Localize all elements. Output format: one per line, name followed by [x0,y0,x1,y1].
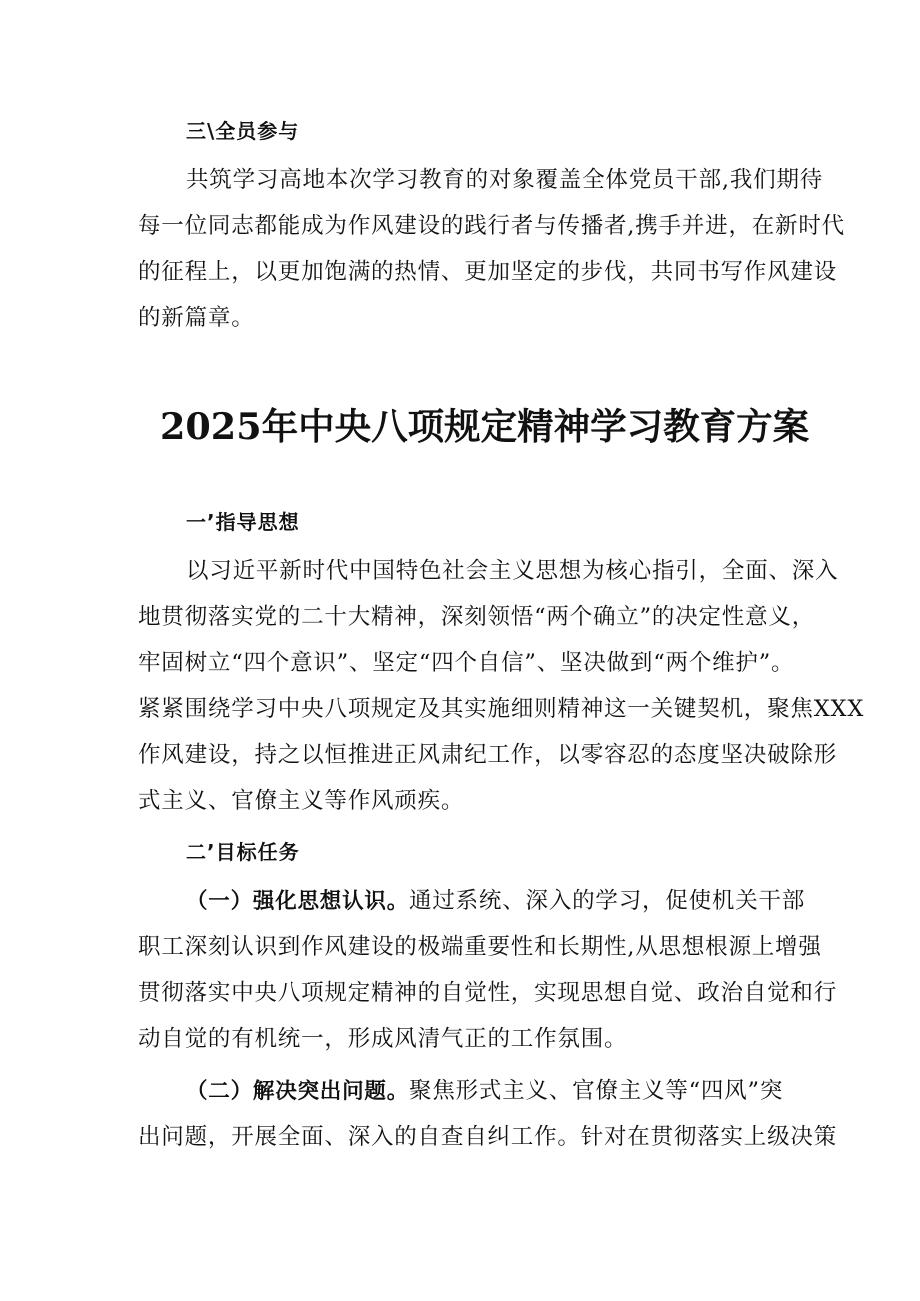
item-one-line: 职工深刻认识到作风建设的极端重要性和长期性,从思想根源上增强 [138,934,822,960]
section-three-line: 共筑学习高地本次学习教育的对象覆盖全体党员干部,我们期待 [186,167,824,193]
section-three-line: 的新篇章。 [138,305,255,331]
section-three-line: 的征程上，以更加饱满的热情、更加坚定的步伐，共同书写作风建设 [138,259,838,285]
item-one-line: 贯彻落实中央八项规定精神的自觉性，实现思想自觉、政治自觉和行 [138,980,838,1006]
section-two-heading: 二’目标任务 [186,840,300,864]
document-title: 2025年中央八项规定精神学习教育方案 [160,405,810,448]
section-one-line: 以习近平新时代中国特色社会主义思想为核心指引，全面、深入 [186,558,839,584]
item-one-label: （一）强化思想认识。 [186,889,410,914]
section-three-line: 每一位同志都能成为作风建设的践行者与传播者,携手并进，在新时代 [138,213,845,239]
section-one-line: 式主义、官僚主义等作风顽疾。 [138,788,465,814]
item-one-first-line-text: 通过系统、深入的学习，促使机关干部 [409,888,806,914]
item-one-first-line [186,886,805,917]
section-one-line: 地贯彻落实党的二十大精神，深刻领悟“两个确立”的决定性意义， [138,604,816,630]
item-two-line: 出问题，开展全面、深入的自查自纠工作。针对在贯彻落实上级决策 [138,1124,838,1150]
section-one-line: 作风建设，持之以恒推进正风肃纪工作，以零容忍的态度坚决破除形 [138,742,838,768]
item-two-label: （二）解决突出问题。 [186,1079,410,1104]
section-three-heading: 三\全员参与 [186,119,300,143]
item-two-first-line [186,1076,783,1107]
item-one-line: 动自觉的有机统一，形成风清气正的工作氛围。 [138,1026,628,1052]
section-one-heading: 一’指导思想 [186,510,300,534]
item-two-first-line-text: 聚焦形式主义、官僚主义等“四风”突 [409,1078,784,1104]
section-one-line: 牢固树立“四个意识”、坚定“四个自信”、坚决做到“两个维护”。 [138,650,795,676]
section-one-line: 紧紧围绕学习中央八项规定及其实施细则精神这一关键契机，聚焦XXX [138,696,865,722]
